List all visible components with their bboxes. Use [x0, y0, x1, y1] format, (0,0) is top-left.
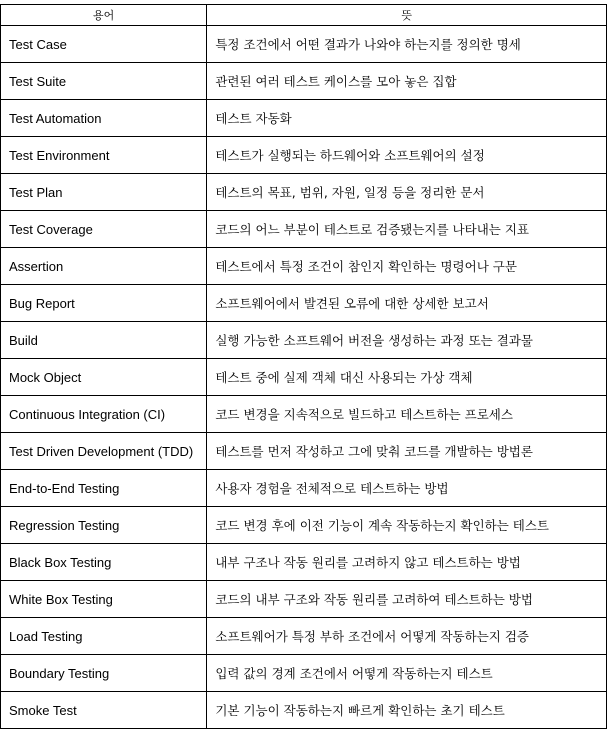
table-row — [1, 692, 607, 729]
table-row — [1, 655, 607, 692]
table-row — [1, 470, 607, 507]
meaning-cell: 관련된 여러 테스트 케이스를 모아 놓은 집합 — [207, 63, 607, 100]
term-cell: Load Testing — [1, 618, 207, 655]
meaning-cell: 특정 조건에서 어떤 결과가 나와야 하는지를 정의한 명세 — [207, 26, 607, 63]
table-row — [1, 618, 607, 655]
glossary-table — [0, 4, 607, 729]
table-header — [1, 5, 607, 26]
meaning-cell: 테스트가 실행되는 하드웨어와 소프트웨어의 설정 — [207, 137, 607, 174]
table-row — [1, 507, 607, 544]
table-row — [1, 433, 607, 470]
term-cell: Smoke Test — [1, 692, 207, 729]
term-cell: Test Case — [1, 26, 207, 63]
term-cell: Bug Report — [1, 285, 207, 322]
term-cell: Test Driven Development (TDD) — [1, 433, 207, 470]
table-row — [1, 359, 607, 396]
header-term: 용어 — [1, 5, 207, 26]
meaning-cell: 사용자 경험을 전체적으로 테스트하는 방법 — [207, 470, 607, 507]
term-cell: Test Plan — [1, 174, 207, 211]
table-row — [1, 248, 607, 285]
table-row — [1, 544, 607, 581]
table-row — [1, 322, 607, 359]
header-meaning: 뜻 — [207, 5, 607, 26]
term-cell: Boundary Testing — [1, 655, 207, 692]
meaning-cell: 실행 가능한 소프트웨어 버전을 생성하는 과정 또는 결과물 — [207, 322, 607, 359]
meaning-cell: 내부 구조나 작동 원리를 고려하지 않고 테스트하는 방법 — [207, 544, 607, 581]
term-cell: Regression Testing — [1, 507, 207, 544]
table-row — [1, 100, 607, 137]
meaning-cell: 코드의 어느 부분이 테스트로 검증됐는지를 나타내는 지표 — [207, 211, 607, 248]
meaning-cell: 테스트 중에 실제 객체 대신 사용되는 가상 객체 — [207, 359, 607, 396]
meaning-cell: 입력 값의 경계 조건에서 어떻게 작동하는지 테스트 — [207, 655, 607, 692]
meaning-cell: 코드 변경을 지속적으로 빌드하고 테스트하는 프로세스 — [207, 396, 607, 433]
table-body — [1, 26, 607, 729]
table-row — [1, 396, 607, 433]
meaning-cell: 소프트웨어에서 발견된 오류에 대한 상세한 보고서 — [207, 285, 607, 322]
meaning-cell: 테스트에서 특정 조건이 참인지 확인하는 명령어나 구문 — [207, 248, 607, 285]
term-cell: Test Suite — [1, 63, 207, 100]
meaning-cell: 테스트 자동화 — [207, 100, 607, 137]
term-cell: Mock Object — [1, 359, 207, 396]
table-row — [1, 211, 607, 248]
meaning-cell: 테스트를 먼저 작성하고 그에 맞춰 코드를 개발하는 방법론 — [207, 433, 607, 470]
table-row — [1, 285, 607, 322]
table-row — [1, 581, 607, 618]
term-cell: Test Coverage — [1, 211, 207, 248]
term-cell: White Box Testing — [1, 581, 207, 618]
meaning-cell: 코드 변경 후에 이전 기능이 계속 작동하는지 확인하는 테스트 — [207, 507, 607, 544]
term-cell: Continuous Integration (CI) — [1, 396, 207, 433]
term-cell: Build — [1, 322, 207, 359]
term-cell: Test Automation — [1, 100, 207, 137]
header-row — [1, 5, 607, 26]
meaning-cell: 소프트웨어가 특정 부하 조건에서 어떻게 작동하는지 검증 — [207, 618, 607, 655]
term-cell: Test Environment — [1, 137, 207, 174]
term-cell: End-to-End Testing — [1, 470, 207, 507]
table-row — [1, 63, 607, 100]
table-row — [1, 26, 607, 63]
meaning-cell: 코드의 내부 구조와 작동 원리를 고려하여 테스트하는 방법 — [207, 581, 607, 618]
term-cell: Assertion — [1, 248, 207, 285]
meaning-cell: 기본 기능이 작동하는지 빠르게 확인하는 초기 테스트 — [207, 692, 607, 729]
table-row — [1, 137, 607, 174]
term-cell: Black Box Testing — [1, 544, 207, 581]
table-row — [1, 174, 607, 211]
meaning-cell: 테스트의 목표, 범위, 자원, 일정 등을 정리한 문서 — [207, 174, 607, 211]
